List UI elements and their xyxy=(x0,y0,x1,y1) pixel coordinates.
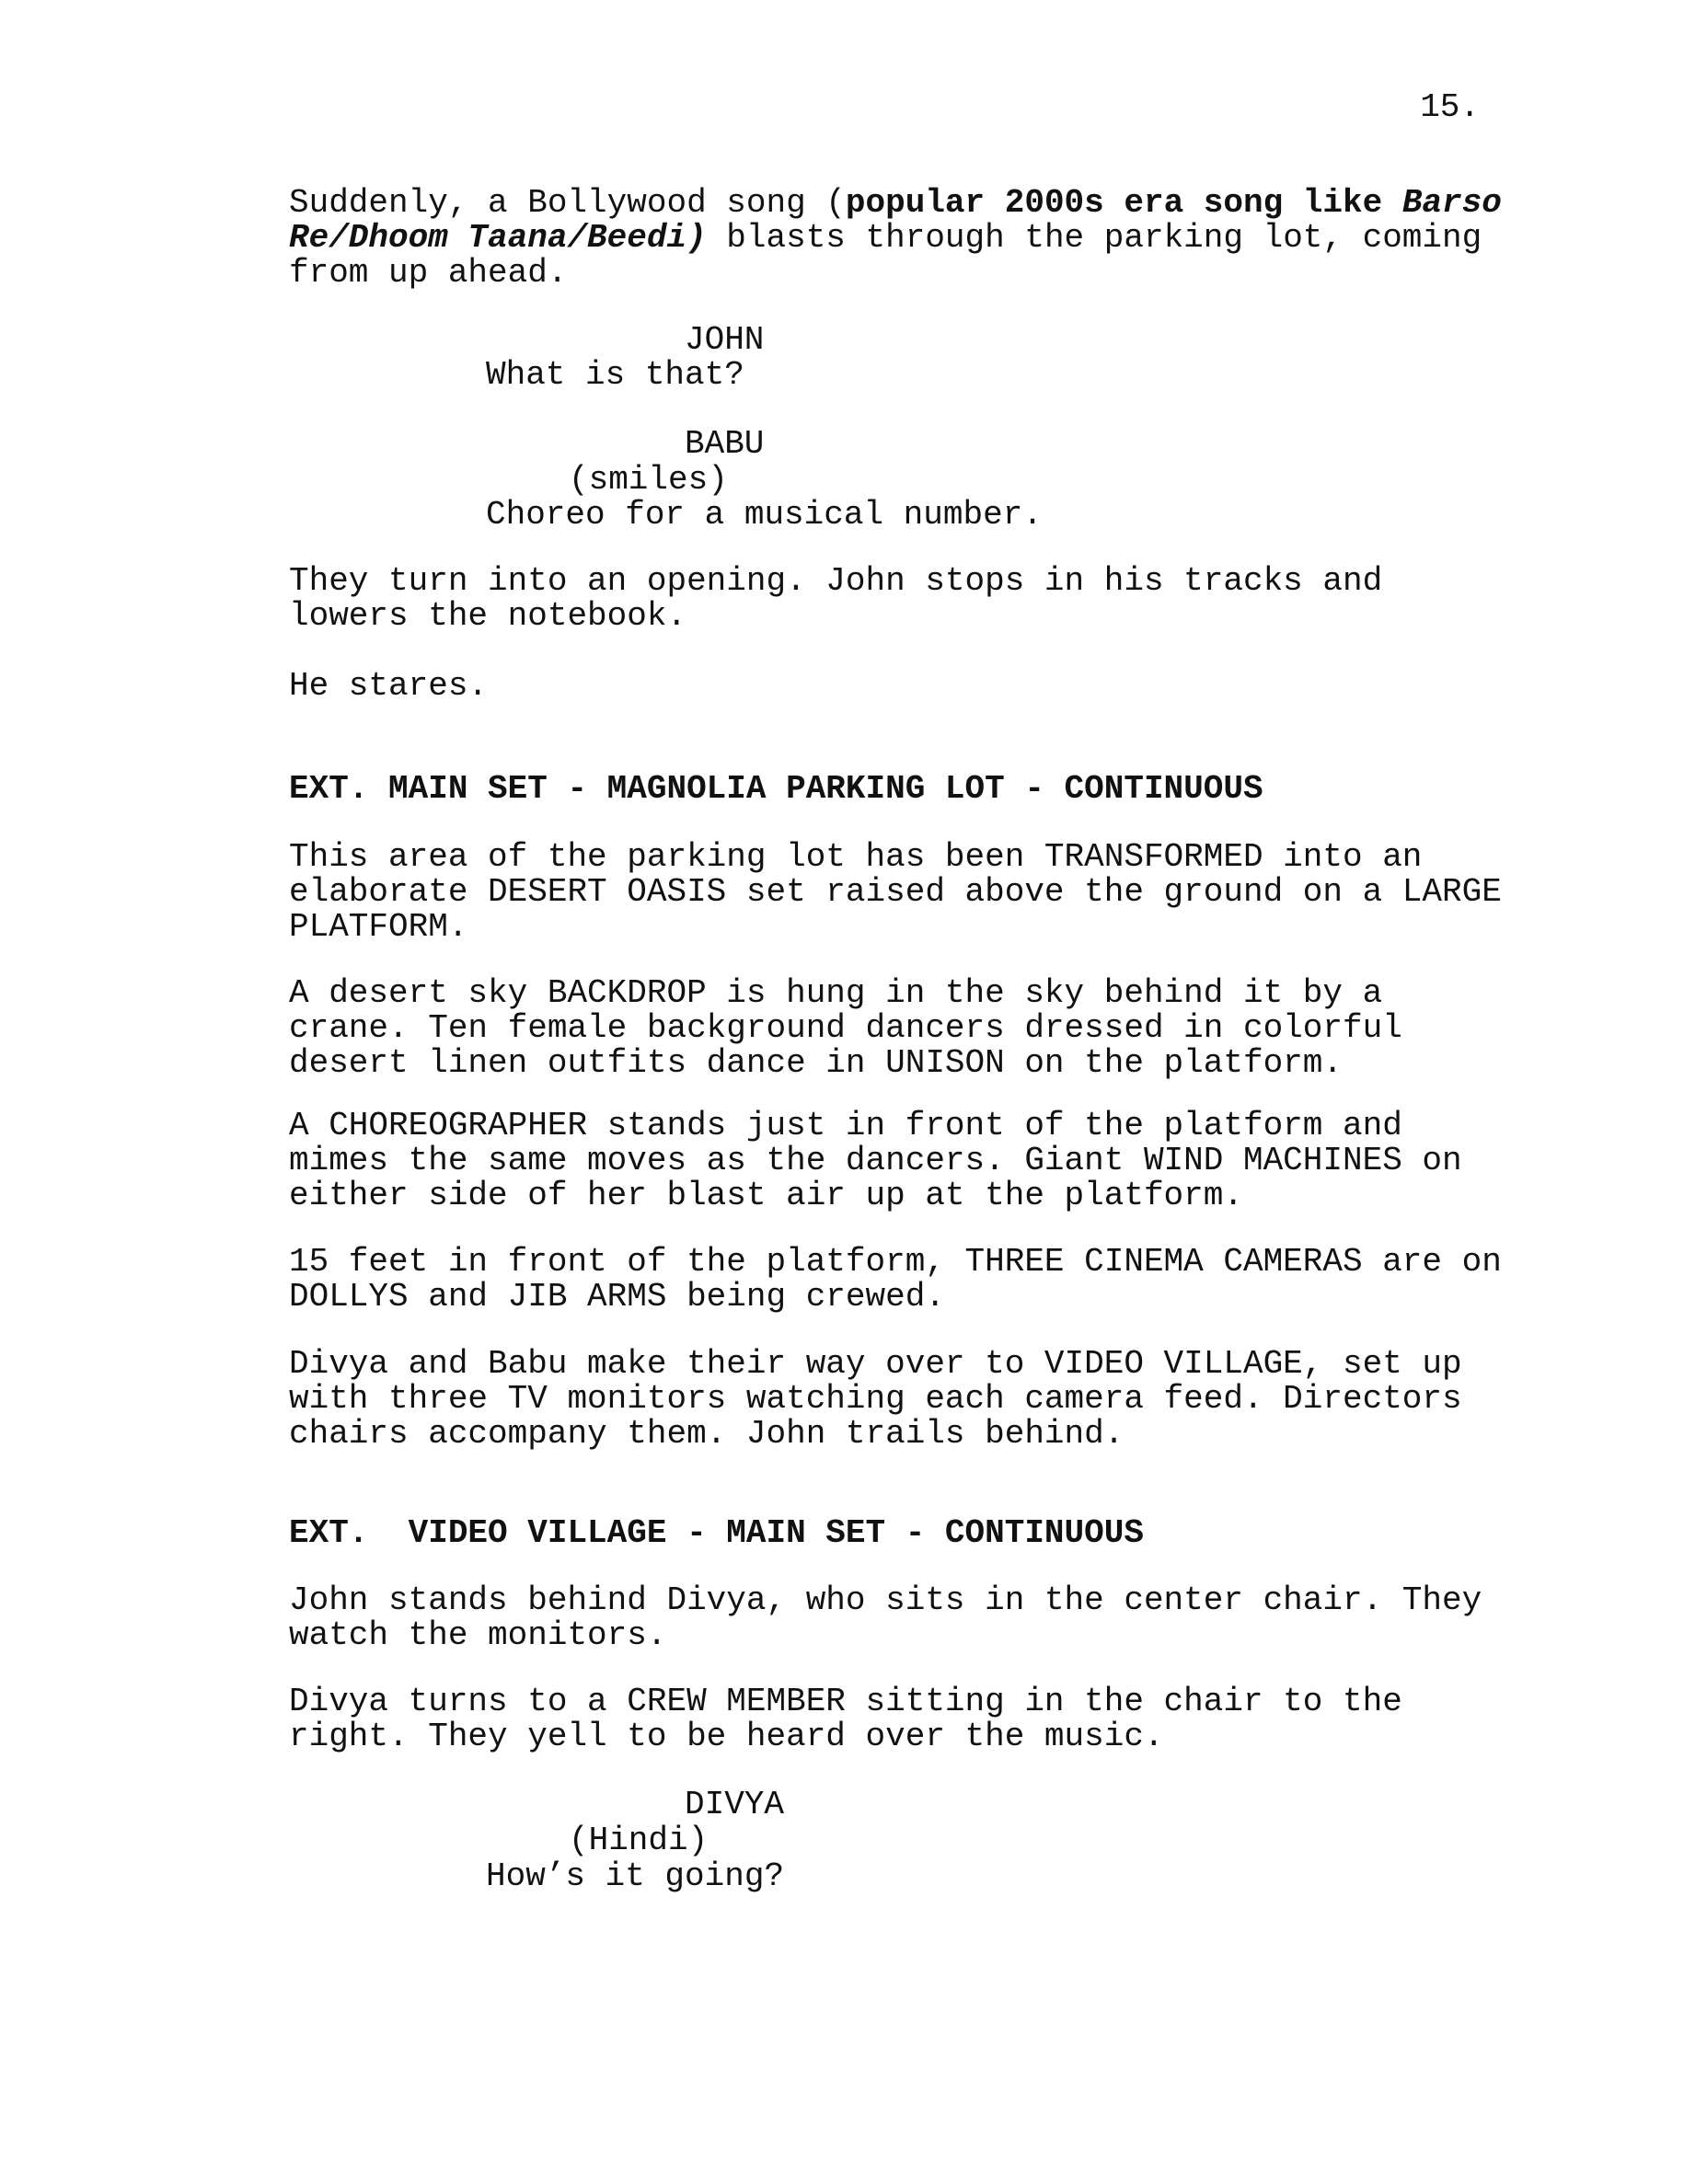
action-opening: They turn into an opening. John stops in his tracks and lowers the notebook. xyxy=(289,562,1383,636)
dialogue-divya: How’s it going? xyxy=(486,1857,785,1895)
character-divya: DIVYA xyxy=(685,1786,785,1823)
action-text: blasts through the parking lot, coming xyxy=(706,219,1482,258)
action-stares: He stares. xyxy=(289,667,489,705)
dialogue-babu: Choreo for a musical number. xyxy=(486,496,1043,534)
action-desert-oasis: This area of the parking lot has been TRANSFORMED into an elaborate DESERT OASIS set raised above the ground on a LARGE PLATFORM. xyxy=(289,838,1502,947)
action-monitors: John stands behind Divya, who sits in the center chair. They watch the monitors. xyxy=(289,1581,1482,1655)
character-babu: BABU xyxy=(685,425,765,463)
action-choreographer: A CHOREOGRAPHER stands just in front of the platform and mimes the same moves as the dancers. Giant WIND MACHINES on either side of her blast air up at the platform. xyxy=(289,1107,1462,1215)
character-john: JOHN xyxy=(685,321,765,359)
action-cameras: 15 feet in front of the platform, THREE CINEMA CAMERAS are on DOLLYS and JIB ARMS being crewed. xyxy=(289,1243,1502,1316)
scene-heading-main-set: EXT. MAIN SET - MAGNOLIA PARKING LOT - CONTINUOUS xyxy=(289,770,1263,808)
parenthetical-divya: (Hindi) xyxy=(569,1822,709,1859)
action-crew-member: Divya turns to a CREW MEMBER sitting in the chair to the right. They yell to be heard over the music. xyxy=(289,1683,1402,1756)
dialogue-john: What is that? xyxy=(486,356,744,394)
action-text: Suddenly, a Bollywood song ( xyxy=(289,184,846,222)
action-text: from up ahead. xyxy=(289,254,568,293)
action-backdrop: A desert sky BACKDROP is hung in the sky behind it by a crane. Ten female background dancers dressed in colorful desert linen outfits dance in UNISON on the platform. xyxy=(289,974,1402,1083)
page-number: 15. xyxy=(1420,88,1480,126)
action-song-intro xyxy=(289,186,1502,292)
parenthetical-babu: (smiles) xyxy=(569,461,728,499)
song-description: popular 2000s era song like xyxy=(845,184,1402,222)
scene-heading-video-village: EXT. VIDEO VILLAGE - MAIN SET - CONTINUOUS xyxy=(289,1514,1144,1552)
song-title: Re/Dhoom Taana/Beedi) xyxy=(289,219,707,258)
song-title: Barso xyxy=(1401,184,1502,222)
action-video-village: Divya and Babu make their way over to VIDEO VILLAGE, set up with three TV monitors watching each camera feed. Directors chairs accompany them. John trails behind. xyxy=(289,1345,1462,1454)
